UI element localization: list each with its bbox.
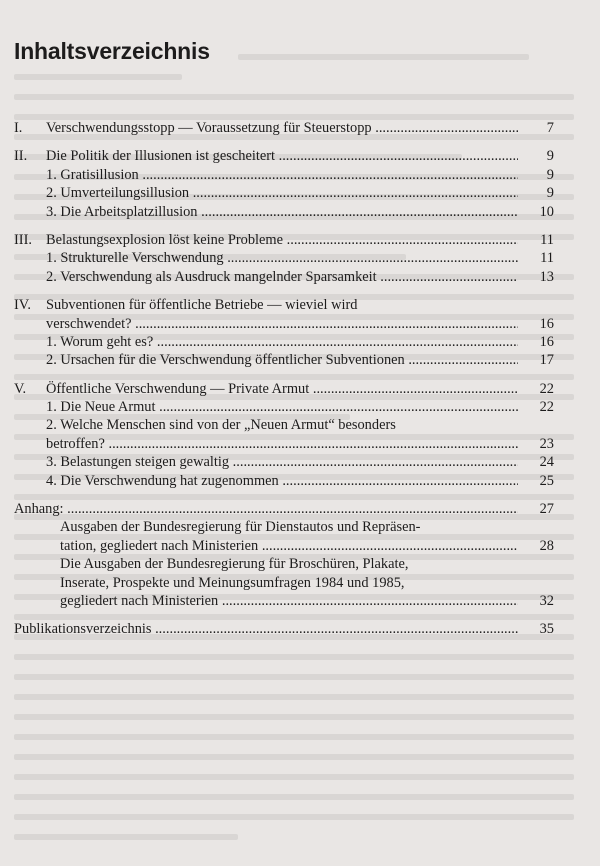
toc-entry — [14, 453, 554, 471]
toc-text: 4. Die Verschwendung hat zugenommen ..... — [46, 472, 518, 490]
toc-entry — [14, 574, 554, 592]
toc-page: 17 — [539, 352, 554, 369]
toc-number: II. — [14, 148, 28, 165]
toc-text: Die Politik der Illusionen ist gescheitert ..... — [46, 147, 518, 165]
toc-text: 2. Ursachen für die Verschwendung öffentlicher Subventionen ..... — [46, 351, 518, 369]
toc-text: verschwendet? ..... — [46, 315, 518, 333]
toc-page: 10 — [539, 203, 554, 220]
toc-page: 11 — [540, 250, 554, 267]
toc-page: 22 — [539, 380, 554, 397]
toc-page: 9 — [546, 148, 554, 165]
table-of-contents — [14, 119, 554, 639]
toc-entry — [14, 231, 554, 249]
toc-entry — [14, 351, 554, 369]
toc-entry — [14, 555, 554, 573]
toc-entry — [14, 315, 554, 333]
toc-page: 22 — [539, 399, 554, 416]
toc-page: 16 — [539, 333, 554, 350]
toc-entry — [14, 518, 554, 536]
toc-text: gegliedert nach Ministerien ..... — [60, 592, 518, 610]
toc-number: V. — [14, 380, 27, 397]
toc-entry — [14, 333, 554, 351]
toc-entry — [14, 147, 554, 165]
toc-text: Inserate, Prospekte und Meinungsumfragen 1984 und 1985, — [60, 574, 405, 591]
toc-text: 1. Die Neue Armut ..... — [46, 398, 518, 416]
toc-entry — [14, 166, 554, 184]
toc-text: 1. Strukturelle Verschwendung ..... — [46, 249, 518, 267]
toc-text: Die Ausgaben der Bundesregierung für Broschüren, Plakate, — [60, 556, 409, 573]
toc-page: 23 — [539, 435, 554, 452]
toc-text: Belastungsexplosion löst keine Probleme ..... — [46, 231, 518, 249]
toc-page: 32 — [539, 592, 554, 609]
toc-text: 3. Belastungen steigen gewaltig ..... — [46, 453, 518, 471]
toc-text: 1. Worum geht es? ..... — [46, 333, 518, 351]
toc-entry — [14, 416, 554, 434]
toc-page: 27 — [539, 501, 554, 518]
toc-text: Anhang: ..... — [14, 500, 518, 518]
toc-entry — [14, 620, 554, 638]
toc-entry — [14, 592, 554, 610]
toc-text: 2. Welche Menschen sind von der „Neuen Armut“ besonders — [46, 417, 396, 434]
toc-page: 9 — [546, 185, 554, 202]
toc-entry — [14, 203, 554, 221]
toc-text: 3. Die Arbeitsplatzillusion ..... — [46, 203, 518, 221]
toc-page: 25 — [539, 472, 554, 489]
toc-text: tation, gegliedert nach Ministerien ..... — [60, 537, 518, 555]
toc-entry — [14, 119, 554, 137]
toc-page: 24 — [539, 454, 554, 471]
toc-text: 2. Umverteilungsillusion ..... — [46, 184, 518, 202]
toc-entry — [14, 472, 554, 490]
toc-entry — [14, 398, 554, 416]
toc-page: 9 — [546, 166, 554, 183]
toc-text: Publikationsverzeichnis ..... — [14, 620, 518, 638]
toc-entry — [14, 184, 554, 202]
toc-text: 1. Gratisillusion ..... — [46, 166, 518, 184]
toc-text: Ausgaben der Bundesregierung für Dienstautos und Repräsen- — [60, 519, 421, 536]
toc-entry — [14, 296, 554, 314]
toc-number: III. — [14, 231, 32, 248]
page-title: Inhaltsverzeichnis — [14, 38, 210, 64]
toc-entry — [14, 380, 554, 398]
toc-text: Öffentliche Verschwendung — Private Armut ..... — [46, 380, 518, 398]
toc-page: 11 — [540, 231, 554, 248]
toc-page: 13 — [539, 268, 554, 285]
toc-entry — [14, 435, 554, 453]
toc-page: 16 — [539, 315, 554, 332]
toc-entry — [14, 537, 554, 555]
toc-text: betroffen? ..... — [46, 435, 518, 453]
toc-text: Verschwendungsstopp — Voraussetzung für Steuerstopp ..... — [46, 119, 518, 137]
toc-page: 28 — [539, 537, 554, 554]
toc-text: Subventionen für öffentliche Betriebe — wieviel wird — [46, 297, 358, 314]
toc-text: 2. Verschwendung als Ausdruck mangelnder Sparsamkeit ..... — [46, 268, 518, 286]
toc-number: I. — [14, 120, 23, 136]
toc-number: IV. — [14, 297, 31, 314]
toc-entry — [14, 268, 554, 286]
toc-page: 7 — [546, 120, 554, 136]
toc-page: 35 — [539, 621, 554, 638]
toc-entry — [14, 249, 554, 267]
toc-entry — [14, 500, 554, 518]
